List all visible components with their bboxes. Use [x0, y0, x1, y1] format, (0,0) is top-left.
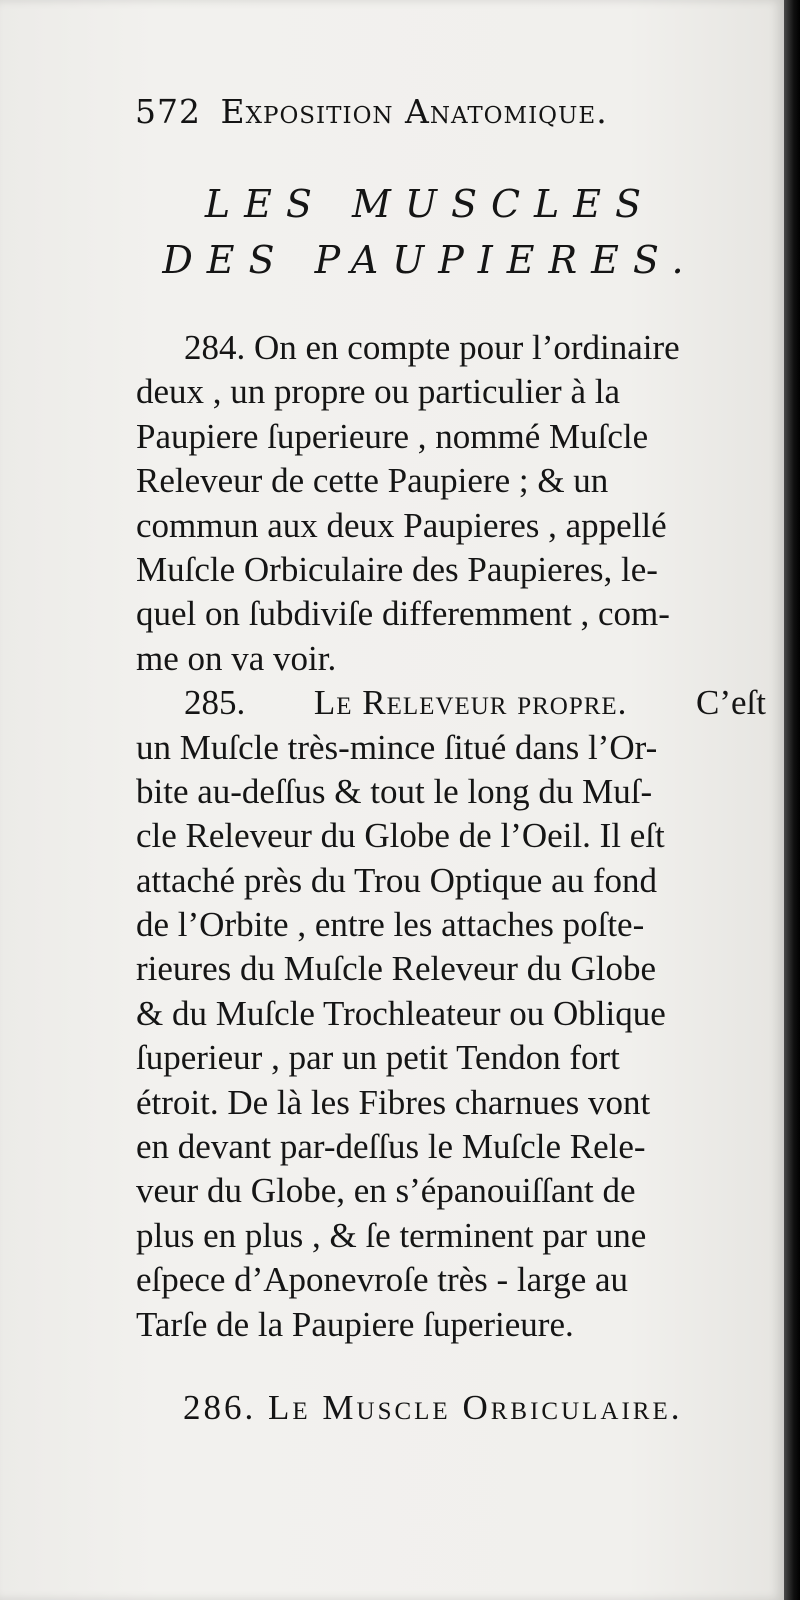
- text-line: [136, 726, 766, 770]
- text-line-content: Paupiere ſuperieure , nommé Muſcle: [136, 416, 649, 456]
- text-line: [136, 859, 766, 903]
- text-line-content: 284. On en compte pour l’ordinaire: [184, 328, 680, 367]
- text-line: [136, 592, 766, 636]
- text-line: [136, 1125, 766, 1169]
- text-line-content: plus en plus , & ſe terminent par une: [136, 1215, 647, 1255]
- text-line: [136, 992, 766, 1036]
- text-line: [136, 1081, 766, 1125]
- text-line-content: Muſcle Orbiculaire des Paupieres, le-: [136, 549, 658, 589]
- body-text: [136, 326, 766, 1347]
- paragraph-heading: Le Releveur propre.: [313, 683, 628, 723]
- text-line: [136, 370, 766, 414]
- text-line-content: Tarſe de la Paupiere ſuperieure.: [136, 1304, 574, 1344]
- text-line: [136, 637, 766, 681]
- text-line: [136, 415, 766, 459]
- page-edge: [784, 0, 800, 1600]
- page-number: 572: [135, 92, 201, 131]
- text-line: [136, 1036, 766, 1080]
- text-line-content: quel on ſubdiviſe differemment , com-: [136, 594, 670, 634]
- running-title: Exposition Anatomique.: [220, 92, 608, 131]
- text-line: [136, 548, 766, 592]
- text-line-content: attaché près du Trou Optique au fond: [136, 860, 658, 900]
- text-line-content: de l’Orbite , entre les attaches poſte-: [136, 905, 645, 945]
- text-line: [136, 1258, 766, 1302]
- text-line-content: veur du Globe, en s’épanouiſſant de: [136, 1171, 636, 1211]
- text-line-content: ſuperieur , par un petit Tendon fort: [136, 1038, 620, 1078]
- text-line-content: cle Releveur du Globe de l’Oeil. Il eſt: [136, 816, 665, 856]
- catchword: 286. Le Muscle Orbiculaire.: [183, 1388, 683, 1427]
- text-line: [136, 1214, 766, 1258]
- text-line-content: étroit. De là les Fibres charnues vont: [136, 1082, 651, 1122]
- text-line-content: commun aux deux Paupieres , appellé: [136, 505, 667, 545]
- text-line: [136, 326, 766, 370]
- text-line-content: rieures du Muſcle Releveur du Globe: [136, 949, 656, 989]
- section-title-line-2: DES PAUPIERES.: [162, 238, 698, 282]
- text-line-content: & du Muſcle Trochleateur ou Oblique: [136, 993, 666, 1033]
- text-line: [136, 504, 766, 548]
- text-line-content: me on va voir.: [136, 638, 337, 678]
- paragraph-number: 285.: [184, 683, 246, 723]
- text-line-content: eſpece d’Aponevroſe très - large au: [136, 1260, 629, 1300]
- text-line: [136, 1303, 766, 1347]
- text-line: [136, 681, 766, 725]
- text-line-content: deux , un propre ou particulier à la: [136, 372, 620, 412]
- section-title-line-1: LES MUSCLES: [204, 182, 656, 226]
- running-head: [135, 92, 715, 132]
- text-line-content: en devant par-deſſus le Muſcle Rele-: [136, 1127, 646, 1167]
- text-line: [136, 459, 766, 503]
- text-line: [136, 903, 766, 947]
- text-line: [136, 947, 766, 991]
- text-line-content: un Muſcle très-mince ſitué dans l’Or-: [136, 727, 658, 767]
- text-line: [136, 814, 766, 858]
- text-line: [136, 1169, 766, 1213]
- text-line: [136, 770, 766, 814]
- text-line-content: Releveur de cette Paupiere ; & un: [136, 461, 609, 501]
- text-line-content: C’eſt: [696, 683, 766, 723]
- text-line-content: bite au-deſſus & tout le long du Muſ-: [136, 771, 653, 811]
